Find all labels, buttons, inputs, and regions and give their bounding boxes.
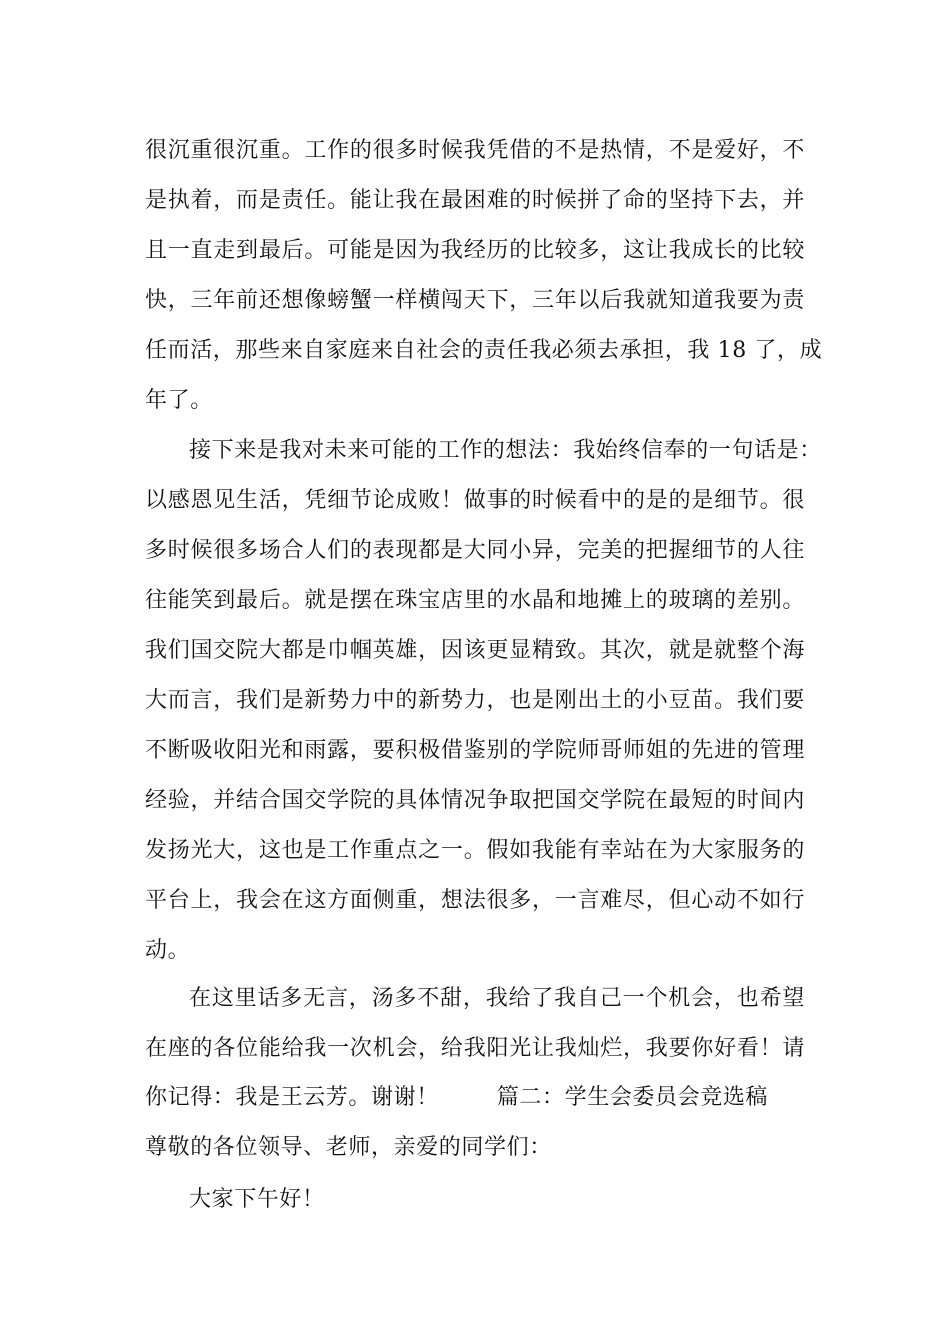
text-line: 是执着，而是责任。能让我在最困难的时候拼了命的坚持下去，并 [145, 188, 805, 213]
text-line: 你记得：我是王云芳。谢谢！ [145, 1085, 439, 1110]
text-line: 在座的各位能给我一次机会，给我阳光让我灿烂，我要你好看！请 [145, 1036, 805, 1061]
text-line: 不断吸收阳光和雨露，要积极借鉴别的学院师哥师姐的先进的管理 [145, 738, 805, 763]
text-line: 动。 [145, 938, 191, 963]
text-line: 以感恩见生活，凭细节论成败！做事的时候看中的是的是细节。很 [145, 488, 805, 513]
text-line: 我们国交院大都是巾帼英雄，因该更显精致。其次，就是就整个海 [145, 638, 805, 663]
text-line: 接下来是我对未来可能的工作的想法：我始终信奉的一句话是： [189, 438, 822, 463]
text-line: 很沉重很沉重。工作的很多时候我凭借的不是热情，不是爱好，不 [145, 138, 805, 163]
text-line: 快，三年前还想像螃蟹一样横闯天下，三年以后我就知道我要为责 [145, 288, 805, 313]
text-line: 多时候很多场合人们的表现都是大同小异，完美的把握细节的人往 [145, 538, 805, 563]
text-line: 在这里话多无言，汤多不甜，我给了我自己一个机会，也希望 [189, 986, 805, 1011]
text-line: 平台上，我会在这方面侧重，想法很多，一言难尽，但心动不如行 [145, 888, 805, 913]
text-line-with-heading [145, 1083, 768, 1113]
text-line: 发扬光大，这也是工作重点之一。假如我能有幸站在为大家服务的 [145, 838, 805, 863]
text-line: 年了。 [145, 388, 213, 413]
text-line: 任而活，那些来自家庭来自社会的责任我必须去承担，我 18 了，成 [145, 338, 823, 363]
text-line: 大而言，我们是新势力中的新势力，也是刚出土的小豆苗。我们要 [145, 688, 805, 713]
text-line: 经验，并结合国交学院的具体情况争取把国交学院在最短的时间内 [145, 788, 805, 813]
text-line: 且一直走到最后。可能是因为我经历的比较多，这让我成长的比较 [145, 238, 805, 263]
section-heading: 篇二：学生会委员会竞选稿 [496, 1085, 769, 1110]
salutation: 尊敬的各位领导、老师，亲爱的同学们： [145, 1135, 552, 1160]
greeting: 大家下午好！ [189, 1187, 325, 1212]
text-line: 往能笑到最后。就是摆在珠宝店里的水晶和地摊上的玻璃的差别。 [145, 588, 805, 613]
